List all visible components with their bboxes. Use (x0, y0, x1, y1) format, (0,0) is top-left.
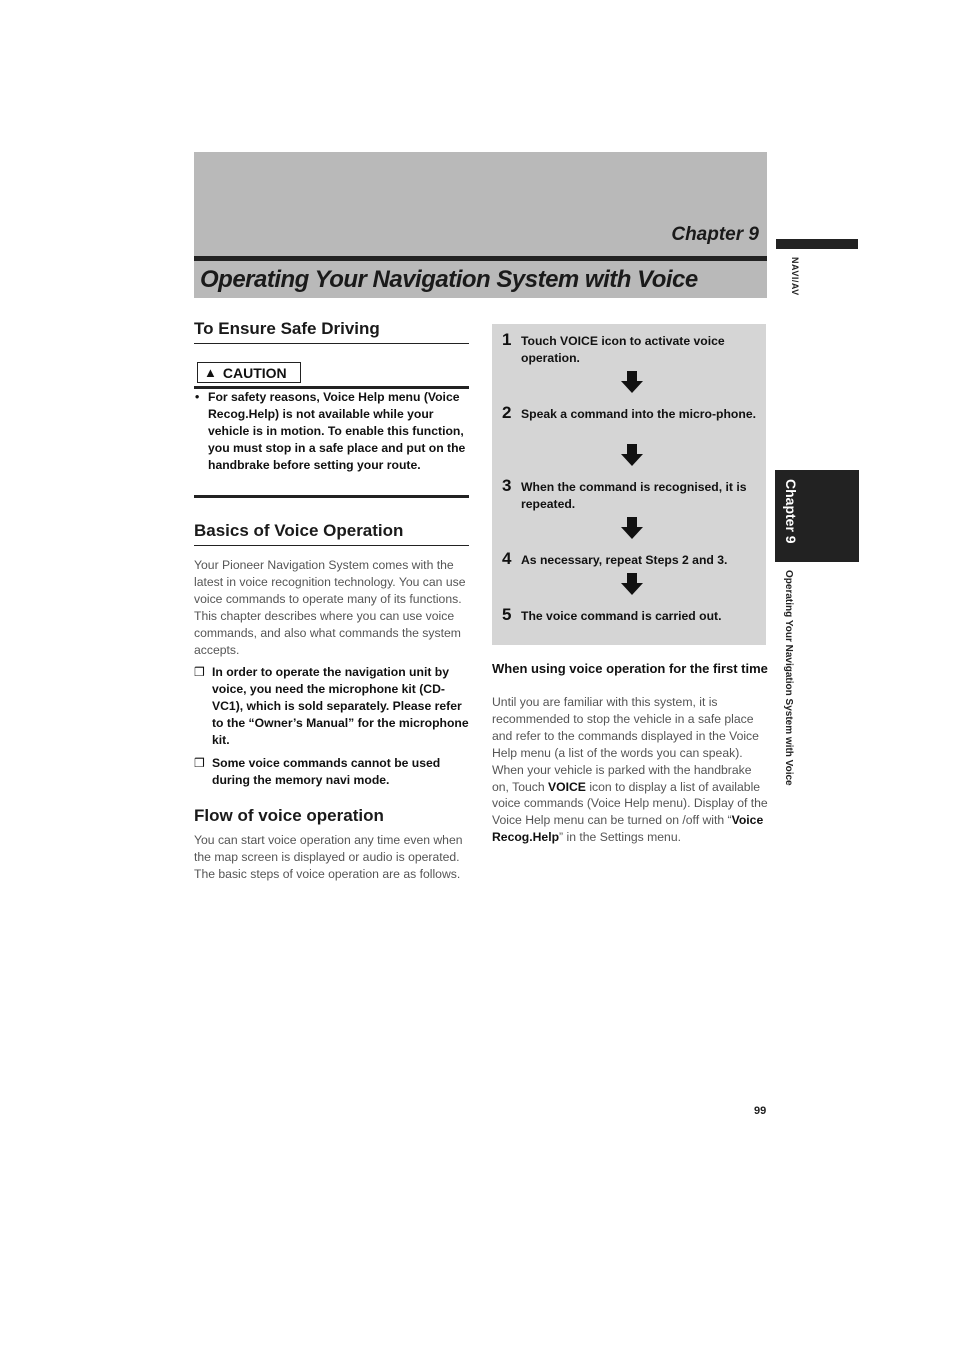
arrow-down-icon (620, 443, 644, 467)
arrow-down-icon (620, 572, 644, 596)
first-time-paragraph (492, 694, 768, 846)
heading-basics: Basics of Voice Operation (194, 521, 469, 546)
step-text: As necessary, repeat Steps 2 and 3. (521, 553, 728, 567)
step-number: 4 (502, 549, 512, 568)
voice-keyword: VOICE (560, 334, 598, 348)
note-item (194, 664, 470, 749)
step-1 (502, 330, 760, 367)
side-marker-bar (776, 239, 858, 249)
step-number: 1 (502, 330, 512, 349)
first-time-text-2: icon to display a list of available voice commands (Voice Help menu). Display of the Voice Help menu can be turned on /off with “ (492, 779, 768, 828)
step-2 (502, 403, 760, 423)
caution-badge (197, 362, 301, 383)
step-number: 3 (502, 476, 512, 495)
caution-label: CAUTION (222, 364, 287, 381)
warning-icon: ▲ (204, 365, 217, 380)
page-title: Operating Your Navigation System with Voice (200, 266, 698, 293)
voice-keyword: VOICE (548, 779, 586, 794)
heading-flow: Flow of voice operation (194, 806, 384, 825)
flow-paragraph: You can start voice operation any time even when the map screen is displayed or audio is operated. The basic steps of voice operation are as follows. (194, 833, 463, 881)
first-time-text-1: Until you are familiar with this system, it is recommended to stop the vehicle in a safe place and refer to the commands displayed in the Voice Help menu (a list of the words you can speak). When your vehicle is parked with the handbrake on, Touch (492, 695, 759, 794)
checkbox-icon: ❒ (194, 665, 205, 679)
running-title: Operating Your Navigation System with Voice (783, 570, 794, 786)
step-text: Speak a command into the micro-phone. (521, 407, 756, 421)
chapter-header-band (194, 152, 767, 256)
basics-paragraph: Your Pioneer Navigation System comes with the latest in voice recognition technology. You can use voice commands to operate many of its functions. This chapter describes where you can use voice commands, and also what commands the system accepts. (194, 558, 466, 657)
chapter-label: Chapter 9 (671, 224, 759, 245)
section-tag: NAVI/AV (790, 257, 800, 296)
step-text: The voice command is carried out. (521, 609, 722, 623)
step-number: 2 (502, 403, 512, 422)
step-number: 5 (502, 605, 512, 624)
note-item (194, 755, 470, 789)
caution-bottom-rule (194, 495, 469, 498)
first-time-heading: When using voice operation for the first time (492, 661, 768, 676)
step-text-end: icon to activate voice operation. (521, 334, 725, 365)
chapter-tab (775, 470, 859, 562)
step-4 (502, 549, 760, 569)
step-5 (502, 605, 760, 625)
steps-panel (492, 324, 766, 645)
note-text: In order to operate the navigation unit by voice, you need the microphone kit (CD-VC1), which is sold separately. Please refer to the “Owner’s Manual” for the microphone kit. (212, 665, 469, 747)
arrow-down-icon (620, 516, 644, 540)
arrow-down-icon (620, 370, 644, 394)
caution-text: For safety reasons, Voice Help menu (Voice Recog.Help) is not available while your vehicle is in motion. To enable this function, you must stop in a safe place and put on the handbrake before setting your route. (208, 390, 466, 472)
step-3 (502, 476, 760, 513)
title-band (194, 261, 767, 298)
heading-safe-driving: To Ensure Safe Driving (194, 319, 469, 344)
step-text: When the command is recognised, it is repeated. (521, 480, 747, 511)
checkbox-icon: ❒ (194, 756, 205, 770)
first-time-text-3: ” in the Settings menu. (559, 830, 681, 845)
caution-item (194, 389, 469, 474)
voice-recog-help-keyword: Voice Recog.Help (492, 813, 764, 845)
note-text: Some voice commands cannot be used during the memory navi mode. (212, 756, 441, 787)
page-number: 99 (754, 1105, 767, 1117)
step-text: Touch (521, 334, 561, 348)
chapter-tab-label: Chapter 9 (783, 479, 799, 544)
bullet: • (195, 390, 200, 404)
